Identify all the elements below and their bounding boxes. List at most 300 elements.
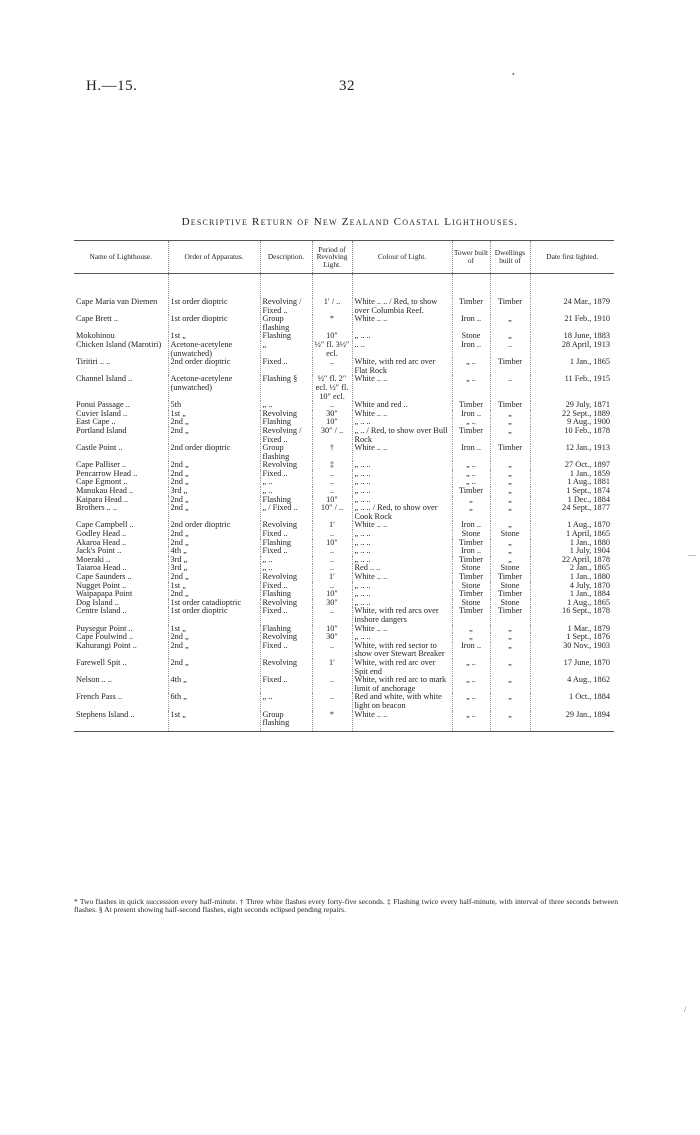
cell-date: 4 July, 1870 <box>530 582 614 591</box>
cell-name: Farewell Spit .. <box>76 658 127 667</box>
cell-period: 30″ <box>312 633 352 642</box>
cell-order: 1st „ <box>168 582 260 591</box>
cell-name: Cape Palliser .. <box>76 461 127 470</box>
cell-dwellings: „ <box>490 693 530 710</box>
cell-period: .. <box>312 607 352 624</box>
table-row <box>74 418 614 427</box>
cell-date: 30 Nov., 1903 <box>530 642 614 659</box>
cell-tower: „ .. <box>452 470 490 479</box>
cell-colour: White, with red arcs over inshore dangers <box>352 607 452 624</box>
cell-date: 18 June, 1883 <box>530 332 614 341</box>
cell-date: 29 July, 1871 <box>530 401 614 410</box>
cell-date: 1 Aug., 1870 <box>530 521 614 530</box>
cell-name: Cuvier Island .. <box>76 409 128 418</box>
cell-description: Fixed .. <box>260 582 312 591</box>
cell-date: 1 Aug., 1881 <box>530 478 614 487</box>
cell-period: 1′ <box>312 659 352 676</box>
cell-colour: .. .. <box>352 341 452 358</box>
cell-colour: „ .. .. <box>352 547 452 556</box>
cell-tower: „ <box>452 625 490 634</box>
cell-dwellings: „ <box>490 478 530 487</box>
table-row <box>74 633 614 642</box>
col-header-name: Name of Lighthouse. <box>74 241 168 274</box>
cell-period: .. <box>312 530 352 539</box>
table-row <box>74 332 614 341</box>
cell-description: Fixed .. <box>260 676 312 693</box>
cell-date: 29 Jan., 1894 <box>530 711 614 732</box>
cell-order: 2nd „ <box>168 504 260 521</box>
col-header-description: Description. <box>260 241 312 274</box>
cell-date: 22 April, 1878 <box>530 556 614 565</box>
cell-period: .. <box>312 582 352 591</box>
cell-name: Taiaroa Head .. <box>76 564 127 573</box>
cell-colour: „ .. .. <box>352 418 452 427</box>
table-title: Descriptive Return of New Zealand Coastal Lighthouses. <box>181 216 519 228</box>
cell-period: .. <box>312 693 352 710</box>
cell-description: Revolving <box>260 410 312 419</box>
cell-name: Waipapapa Point <box>76 590 133 599</box>
cell-description: Revolving <box>260 599 312 608</box>
cell-order: 2nd „ <box>168 642 260 659</box>
cell-order: 1st „ <box>168 410 260 419</box>
cell-name: Cape Foulwind .. <box>76 633 134 642</box>
cell-period: * <box>312 315 352 332</box>
cell-order: 5th <box>168 401 260 410</box>
cell-period: .. <box>312 470 352 479</box>
table-row <box>74 582 614 591</box>
cell-date: 1 Sept., 1874 <box>530 487 614 496</box>
cell-period: 1′ <box>312 573 352 582</box>
cell-name: Channel Island .. <box>76 375 133 384</box>
cell-date: 1 July, 1904 <box>530 547 614 556</box>
cell-date: 1 Oct., 1884 <box>530 693 614 710</box>
cell-period: * <box>312 711 352 732</box>
cell-dwellings: „ <box>490 539 530 548</box>
col-header-tower: Tower built of <box>452 241 490 274</box>
cell-tower: Stone <box>452 530 490 539</box>
cell-date: 12 Jan., 1913 <box>530 444 614 461</box>
cell-order: Acetone-acetylene (unwatched) <box>168 341 260 358</box>
cell-tower: „ .. <box>452 461 490 470</box>
cell-dwellings: „ <box>490 633 530 642</box>
cell-order: 2nd „ <box>168 530 260 539</box>
cell-dwellings: Timber <box>490 401 530 410</box>
cell-colour: White and red .. <box>352 401 452 410</box>
cell-tower: „ .. <box>452 693 490 710</box>
table-row <box>74 573 614 582</box>
cell-period: .. <box>312 676 352 693</box>
cell-tower: Iron .. <box>452 521 490 530</box>
cell-order: Acetone-acetylene (unwatched) <box>168 375 260 401</box>
cell-colour: „ .. .. <box>352 590 452 599</box>
table-row <box>74 401 614 410</box>
cell-period: 10″ <box>312 539 352 548</box>
cell-name: Manukau Head .. <box>76 487 134 496</box>
cell-name: French Pass .. <box>76 693 123 702</box>
cell-period: 10″ / .. <box>312 504 352 521</box>
cell-tower: Timber <box>452 607 490 624</box>
cell-description: Flashing <box>260 332 312 341</box>
table-row <box>74 607 614 624</box>
cell-tower: Timber <box>452 573 490 582</box>
cell-name: Ponui Passage .. <box>76 401 130 410</box>
cell-name: Kaipara Head .. <box>76 495 129 504</box>
cell-dwellings: „ <box>490 470 530 479</box>
cell-description: Revolving / Fixed .. <box>260 427 312 444</box>
cell-dwellings: „ <box>490 711 530 732</box>
cell-order: 2nd „ <box>168 470 260 479</box>
cell-order: 2nd „ <box>168 633 260 642</box>
table-body <box>74 274 614 732</box>
cell-dwellings: Timber <box>490 358 530 375</box>
cell-order: 2nd order dioptric <box>168 358 260 375</box>
cell-description: Flashing <box>260 590 312 599</box>
table-row <box>74 590 614 599</box>
table-row <box>74 625 614 634</box>
cell-date: 21 Feb., 1910 <box>530 315 614 332</box>
cell-name: Jack's Point .. <box>76 547 122 556</box>
cell-name: Cape Saunders .. <box>76 573 132 581</box>
cell-tower: „ <box>452 633 490 642</box>
cell-description: Revolving / Fixed .. <box>260 298 312 315</box>
cell-description: „ / Fixed .. <box>260 504 312 521</box>
table-row <box>74 358 614 375</box>
cell-tower: Stone <box>452 599 490 608</box>
cell-colour: „ .. / Red, to show over Bull Rock <box>352 427 452 444</box>
cell-colour: „ .. .. <box>352 633 452 642</box>
cell-name: Kahurangi Point .. <box>76 641 137 650</box>
cell-colour: White .. .. <box>352 711 452 732</box>
cell-order: 1st order catadioptric <box>168 599 260 608</box>
cell-name: Stephens Island .. <box>74 711 168 732</box>
table-row <box>74 521 614 530</box>
cell-date: 16 Sept., 1878 <box>530 607 614 624</box>
cell-period: .. <box>312 547 352 556</box>
cell-date: 10 Feb., 1878 <box>530 427 614 444</box>
cell-description: Revolving <box>260 461 312 470</box>
cell-name: Portland Island <box>76 426 127 435</box>
cell-date: 1 Jan., 1884 <box>530 590 614 599</box>
cell-dwellings: „ <box>490 659 530 676</box>
cell-order: 2nd „ <box>168 461 260 470</box>
cell-period: .. <box>312 564 352 573</box>
cell-order: 6th „ <box>168 693 260 710</box>
table-row <box>74 427 614 444</box>
cell-description: Flashing <box>260 496 312 505</box>
cell-description: „ .. <box>260 487 312 496</box>
cell-period: 10″ <box>312 625 352 634</box>
cell-dwellings: Timber <box>490 298 530 315</box>
cell-colour: „ .. .. <box>352 496 452 505</box>
cell-colour: White .. .. <box>352 410 452 419</box>
cell-tower: Iron .. <box>452 547 490 556</box>
cell-period: 1′ / .. <box>312 298 352 315</box>
cell-dwellings: „ <box>490 625 530 634</box>
col-header-date: Date first lighted. <box>530 241 614 274</box>
cell-dwellings: „ <box>490 504 530 521</box>
cell-date: 9 Aug., 1900 <box>530 418 614 427</box>
cell-tower: „ .. <box>452 358 490 375</box>
lighthouse-table <box>74 240 614 732</box>
table-row <box>74 711 614 732</box>
cell-name: Brothers .. .. <box>76 504 118 513</box>
cell-name: Cape Egmont .. <box>76 478 128 487</box>
cell-name: Tiritiri .. .. <box>76 358 111 367</box>
cell-colour: Red .. .. <box>352 564 452 573</box>
cell-description: Revolving <box>260 573 312 582</box>
cell-date: 1 Mar., 1879 <box>530 625 614 634</box>
table-row <box>74 539 614 548</box>
margin-mark: / <box>684 1005 687 1014</box>
cell-period: .. <box>312 556 352 565</box>
cell-tower: „ .. <box>452 659 490 676</box>
cell-tower: „ .. <box>452 711 490 732</box>
table-row <box>74 599 614 608</box>
cell-name: Dog Island .. <box>76 598 119 607</box>
cell-date: 22 Sept., 1889 <box>530 410 614 419</box>
cell-name: Cape Brett .. <box>76 315 118 324</box>
cell-dwellings: „ <box>490 332 530 341</box>
cell-description: Fixed .. <box>260 530 312 539</box>
cell-tower: Timber <box>452 539 490 548</box>
cell-date: 4 Aug., 1862 <box>530 676 614 693</box>
table-row <box>74 410 614 419</box>
cell-name: Castle Point .. <box>76 444 123 453</box>
table-row <box>74 693 614 710</box>
cell-order: 4th „ <box>168 547 260 556</box>
cell-tower: Timber <box>452 590 490 599</box>
cell-period: 30″ / .. <box>312 427 352 444</box>
cell-colour: „ .. .. <box>352 556 452 565</box>
cell-colour: White .. .. <box>352 315 452 332</box>
cell-name: Pencarrow Head .. <box>76 469 138 478</box>
cell-colour: White .. .. <box>352 573 452 582</box>
cell-order: 1st order dioptric <box>168 607 260 624</box>
cell-description: Group flashing <box>260 444 312 461</box>
cell-dwellings: „ <box>490 642 530 659</box>
cell-period: .. <box>312 642 352 659</box>
cell-colour: „ .. .. <box>352 599 452 608</box>
cell-period: 10″ <box>312 418 352 427</box>
cell-description: „ .. <box>260 564 312 573</box>
cell-dwellings: „ <box>490 496 530 505</box>
col-header-dwellings: Dwellings built of <box>490 241 530 274</box>
cell-tower: „ .. <box>452 676 490 693</box>
table-header-row <box>74 241 614 274</box>
cell-dwellings: Stone <box>490 530 530 539</box>
col-header-period: Period of Revolving Light. <box>312 241 352 274</box>
cell-date: 27 Oct., 1897 <box>530 461 614 470</box>
cell-period: ‡ <box>312 461 352 470</box>
cell-colour: „ .. .. <box>352 539 452 548</box>
cell-period: 30″ <box>312 599 352 608</box>
page-number: 32 <box>339 78 355 94</box>
document-code: H.—15. <box>86 78 138 94</box>
cell-description: „ <box>260 341 312 358</box>
cell-tower: Stone <box>452 564 490 573</box>
cell-tower: Timber <box>452 298 490 315</box>
cell-tower: Timber <box>452 427 490 444</box>
cell-period: .. <box>312 358 352 375</box>
cell-dwellings: „ <box>490 427 530 444</box>
cell-name: Chicken Island (Marotiri) <box>76 340 162 349</box>
cell-date: 1 Jan., 1880 <box>530 573 614 582</box>
cell-tower: Iron .. <box>452 642 490 659</box>
cell-dwellings: Stone <box>490 564 530 573</box>
table-row <box>74 341 614 358</box>
cell-description: „ .. <box>260 401 312 410</box>
cell-description: Fixed .. <box>260 358 312 375</box>
cell-period: 10″ <box>312 590 352 599</box>
cell-order: 2nd order dioptric <box>168 521 260 530</box>
cell-description: Revolving <box>260 659 312 676</box>
cell-dwellings: .. <box>490 341 530 358</box>
cell-dwellings: Stone <box>490 599 530 608</box>
cell-order: 1st „ <box>168 332 260 341</box>
table-row <box>74 547 614 556</box>
cell-description: „ .. <box>260 556 312 565</box>
cell-date: 24 Sept., 1877 <box>530 504 614 521</box>
cell-period: .. <box>312 478 352 487</box>
cell-name: Moeraki .. <box>76 555 111 564</box>
table-row <box>74 530 614 539</box>
cell-tower: „ .. <box>452 478 490 487</box>
cell-order: 1st „ <box>168 711 260 732</box>
cell-description: Revolving <box>260 633 312 642</box>
cell-colour: White .. .. <box>352 521 452 530</box>
cell-colour: „ .. .. <box>352 478 452 487</box>
cell-tower: Timber <box>452 401 490 410</box>
cell-order: 2nd „ <box>168 496 260 505</box>
margin-mark: — <box>688 550 696 559</box>
cell-colour: „ .. .. / Red, to show over Cook Rock <box>352 504 452 521</box>
cell-order: 2nd „ <box>168 590 260 599</box>
cell-dwellings: „ <box>490 556 530 565</box>
cell-colour: White .. .. / Red, to show over Columbia Reef. <box>352 298 452 315</box>
cell-colour: „ .. .. <box>352 530 452 539</box>
cell-tower: Iron .. <box>452 341 490 358</box>
cell-colour: „ .. .. <box>352 461 452 470</box>
cell-period: † <box>312 444 352 461</box>
table-row <box>74 659 614 676</box>
cell-description: Fixed .. <box>260 642 312 659</box>
cell-name: Cape Maria van Diemen <box>76 298 158 306</box>
table-row <box>74 461 614 470</box>
cell-description: Revolving <box>260 521 312 530</box>
cell-colour: „ .. .. <box>352 332 452 341</box>
cell-colour: White .. .. <box>352 444 452 461</box>
table-row <box>74 375 614 401</box>
cell-order: 3rd „ <box>168 487 260 496</box>
cell-description: „ .. <box>260 693 312 710</box>
cell-dwellings: „ <box>490 418 530 427</box>
cell-name: Cape Campbell .. <box>76 521 134 530</box>
cell-colour: „ .. .. <box>352 582 452 591</box>
cell-tower: „ .. <box>452 375 490 401</box>
cell-colour: „ .. .. <box>352 487 452 496</box>
cell-date: 1 Sept., 1876 <box>530 633 614 642</box>
cell-description: Fixed .. <box>260 470 312 479</box>
table-row <box>74 676 614 693</box>
cell-dwellings: „ <box>490 676 530 693</box>
cell-description: Flashing <box>260 539 312 548</box>
cell-order: 4th „ <box>168 676 260 693</box>
cell-description: Group flashing <box>260 711 312 732</box>
cell-order: 2nd „ <box>168 539 260 548</box>
cell-description: Group flashing <box>260 315 312 332</box>
cell-description: Fixed .. <box>260 607 312 624</box>
cell-colour: White, with red sector to show over Stewart Breaker <box>352 642 452 659</box>
cell-name: East Cape .. <box>76 418 116 427</box>
cell-tower: Stone <box>452 332 490 341</box>
cell-tower: Timber <box>452 487 490 496</box>
cell-tower: „ .. <box>452 418 490 427</box>
cell-order: 2nd „ <box>168 573 260 582</box>
cell-order: 1st „ <box>168 625 260 634</box>
cell-name: Godley Head .. <box>76 530 127 539</box>
cell-colour: White .. .. <box>352 625 452 634</box>
cell-order: 2nd order dioptric <box>168 444 260 461</box>
cell-period: 10″ <box>312 496 352 505</box>
cell-order: 2nd „ <box>168 478 260 487</box>
margin-mark: • <box>512 70 515 79</box>
cell-date: 24 Mar., 1879 <box>530 298 614 315</box>
cell-date: 28 April, 1913 <box>530 341 614 358</box>
table-row <box>74 444 614 461</box>
cell-date: 1 Aug., 1865 <box>530 599 614 608</box>
cell-name: Mokohinou <box>76 332 115 341</box>
cell-date: 1 April, 1865 <box>530 530 614 539</box>
header-spacer-row <box>74 274 614 299</box>
cell-name: Nelson .. .. <box>76 676 112 685</box>
cell-order: 2nd „ <box>168 418 260 427</box>
cell-date: 1 Dec., 1884 <box>530 496 614 505</box>
cell-colour: „ .. .. <box>352 470 452 479</box>
cell-name: Puysegur Point .. <box>76 624 133 633</box>
col-header-colour: Colour of Light. <box>352 241 452 274</box>
cell-dwellings: „ <box>490 461 530 470</box>
cell-tower: Iron .. <box>452 444 490 461</box>
cell-dwellings: „ <box>490 315 530 332</box>
cell-dwellings: „ <box>490 521 530 530</box>
table-row <box>74 556 614 565</box>
cell-period: ½″ fl. 2″ ecl. ½″ fl. 10″ ecl. <box>312 375 352 401</box>
cell-dwellings: .. <box>490 375 530 401</box>
cell-description: Flashing <box>260 418 312 427</box>
cell-dwellings: Timber <box>490 590 530 599</box>
cell-period: 30″ <box>312 410 352 419</box>
cell-tower: Stone <box>452 582 490 591</box>
cell-date: 2 Jan., 1865 <box>530 564 614 573</box>
table-row <box>74 470 614 479</box>
cell-name: Akaroa Head .. <box>76 538 127 547</box>
table-row <box>74 315 614 332</box>
cell-order: 2nd „ <box>168 427 260 444</box>
cell-order: 1st order dioptric <box>168 315 260 332</box>
cell-dwellings: Timber <box>490 444 530 461</box>
cell-colour: White, with red arc over Spit end <box>352 659 452 676</box>
cell-dwellings: „ <box>490 487 530 496</box>
cell-dwellings: Timber <box>490 573 530 582</box>
table-row <box>74 504 614 521</box>
cell-period: 1′ <box>312 521 352 530</box>
cell-date: 1 Jan., 1880 <box>530 539 614 548</box>
cell-order: 3rd „ <box>168 556 260 565</box>
cell-date: 17 June, 1870 <box>530 659 614 676</box>
cell-date: 11 Feb., 1915 <box>530 375 614 401</box>
table-row <box>74 487 614 496</box>
cell-period: 10″ <box>312 332 352 341</box>
